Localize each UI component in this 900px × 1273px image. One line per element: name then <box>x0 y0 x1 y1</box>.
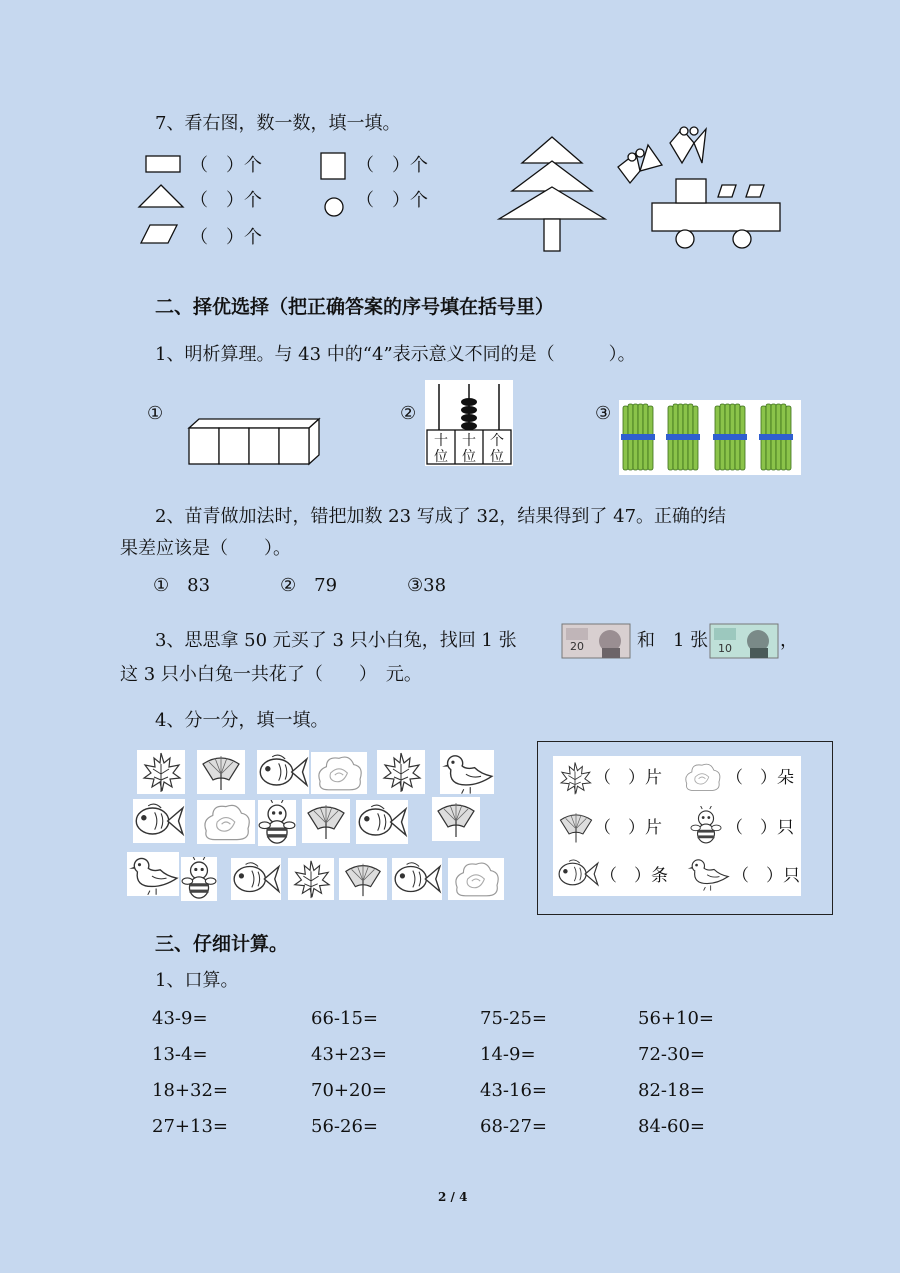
ginkgo-leaf-icon <box>432 797 480 841</box>
parallelogram-icon <box>140 224 178 244</box>
q7-square-count[interactable]: （ ）个 <box>356 155 428 176</box>
q7-title: 7、看右图，数一数，填一填。 <box>155 113 401 134</box>
s2-q1-option-1[interactable]: ① <box>147 403 164 424</box>
s2-q2-option-2[interactable]: ② 79 <box>280 575 338 596</box>
flower-icon <box>680 760 724 794</box>
calc-problem[interactable]: 18+32= <box>152 1080 228 1101</box>
q7-parallelogram-count[interactable]: （ ）个 <box>190 227 262 248</box>
calc-problem[interactable]: 68-27= <box>480 1116 547 1137</box>
s2-q1-option-2[interactable]: ② <box>400 403 417 424</box>
flower-icon <box>311 752 367 794</box>
bee-icon <box>690 806 722 846</box>
banknote-20-icon <box>562 624 630 658</box>
calc-problem[interactable]: 66-15= <box>311 1008 378 1029</box>
maple-leaf-icon <box>377 750 425 794</box>
calc-problem[interactable]: 84-60= <box>638 1116 705 1137</box>
calc-problem[interactable]: 75-25= <box>480 1008 547 1029</box>
fish-icon <box>392 858 442 900</box>
svg-text:个: 个 <box>490 433 504 449</box>
svg-text:十: 十 <box>434 433 448 449</box>
calc-problem[interactable]: 43+23= <box>311 1044 387 1065</box>
fish-icon <box>356 800 408 844</box>
fish-icon <box>133 799 185 843</box>
flower-icon <box>448 858 504 900</box>
sticks-bundles-figure <box>619 400 801 475</box>
truck-figure <box>612 125 787 255</box>
maple-leaf-icon <box>137 750 185 794</box>
calc-problem[interactable]: 72-30= <box>638 1044 705 1065</box>
calc-problem[interactable]: 43-9= <box>152 1008 208 1029</box>
s2-q3-part1: 3、思思拿 50 元买了 3 只小白兔，找回 1 张 <box>155 630 517 651</box>
svg-text:位: 位 <box>434 449 448 465</box>
svg-text:位: 位 <box>462 449 476 465</box>
s2-q2-option-1[interactable]: ① 83 <box>153 575 211 596</box>
circle-icon <box>323 196 345 218</box>
q4-ginkgo-count[interactable]: （ ）片 <box>594 818 662 838</box>
svg-text:位: 位 <box>490 449 504 465</box>
q4-bird-count[interactable]: （ ）只 <box>732 866 800 886</box>
calc-problem[interactable]: 70+20= <box>311 1080 387 1101</box>
maple-leaf-icon <box>556 760 594 796</box>
s3-sub: 1、口算。 <box>155 970 239 991</box>
s2-q2-line1: 2、苗青做加法时，错把加数 23 写成了 32，结果得到了 47。正确的结 <box>155 506 727 527</box>
bird-icon <box>440 750 494 794</box>
fish-icon <box>257 750 309 794</box>
calc-problem[interactable]: 27+13= <box>152 1116 228 1137</box>
bee-icon <box>258 800 296 846</box>
tree-figure <box>497 135 607 255</box>
calc-problem[interactable]: 43-16= <box>480 1080 547 1101</box>
s2-q3-part3: ， <box>780 630 798 651</box>
s2-q1-option-3[interactable]: ③ <box>595 403 612 424</box>
fish-icon <box>556 856 600 892</box>
s2-q2-line2: 果差应该是（ ）。 <box>120 538 291 559</box>
q7-triangle-count[interactable]: （ ）个 <box>190 190 262 211</box>
ginkgo-leaf-icon <box>556 808 596 846</box>
s2-q3-part2: 和 1 张 <box>637 630 709 651</box>
bird-icon <box>686 854 730 892</box>
s2-q4-text: 4、分一分，填一填。 <box>155 710 329 731</box>
q4-bee-count[interactable]: （ ）只 <box>726 818 794 838</box>
triangle-icon <box>138 184 184 208</box>
bird-icon <box>127 852 179 896</box>
rectangle-icon <box>145 155 181 173</box>
banknote-10-icon <box>710 624 778 658</box>
section3-heading: 三、仔细计算。 <box>155 933 289 955</box>
bee-icon <box>181 857 217 901</box>
q4-flower-count[interactable]: （ ）朵 <box>726 768 794 788</box>
square-icon <box>320 152 346 180</box>
calc-problem[interactable]: 56+10= <box>638 1008 714 1029</box>
calc-problem[interactable]: 14-9= <box>480 1044 536 1065</box>
q4-maple-count[interactable]: （ ）片 <box>594 768 662 788</box>
q7-rectangle-count[interactable]: （ ）个 <box>190 155 262 176</box>
ginkgo-leaf-icon <box>302 799 350 843</box>
svg-text:十: 十 <box>462 433 476 449</box>
banknote-20-value: 20 <box>570 640 584 653</box>
s2-q2-option-3[interactable]: ③38 <box>407 575 447 596</box>
maple-leaf-icon <box>288 858 334 900</box>
section2-heading: 二、择优选择（把正确答案的序号填在括号里） <box>155 296 555 318</box>
page-number: 2 / 4 <box>438 1190 468 1204</box>
q4-fish-count[interactable]: （ ）条 <box>600 866 668 886</box>
calc-problem[interactable]: 13-4= <box>152 1044 208 1065</box>
fish-icon <box>231 858 281 900</box>
cubes-figure <box>188 418 323 466</box>
ginkgo-leaf-icon <box>197 750 245 794</box>
calc-problem[interactable]: 82-18= <box>638 1080 705 1101</box>
s2-q1-text: 1、明析算理。与 43 中的“4”表示意义不同的是（ ）。 <box>155 344 636 365</box>
abacus-figure <box>425 380 513 466</box>
flower-icon <box>197 800 255 844</box>
q7-circle-count[interactable]: （ ）个 <box>356 190 428 211</box>
s2-q3-line2: 这 3 只小白兔一共花了（ ） 元。 <box>120 664 422 685</box>
banknote-10-value: 10 <box>718 642 732 655</box>
ginkgo-leaf-icon <box>339 858 387 900</box>
calc-problem[interactable]: 56-26= <box>311 1116 378 1137</box>
